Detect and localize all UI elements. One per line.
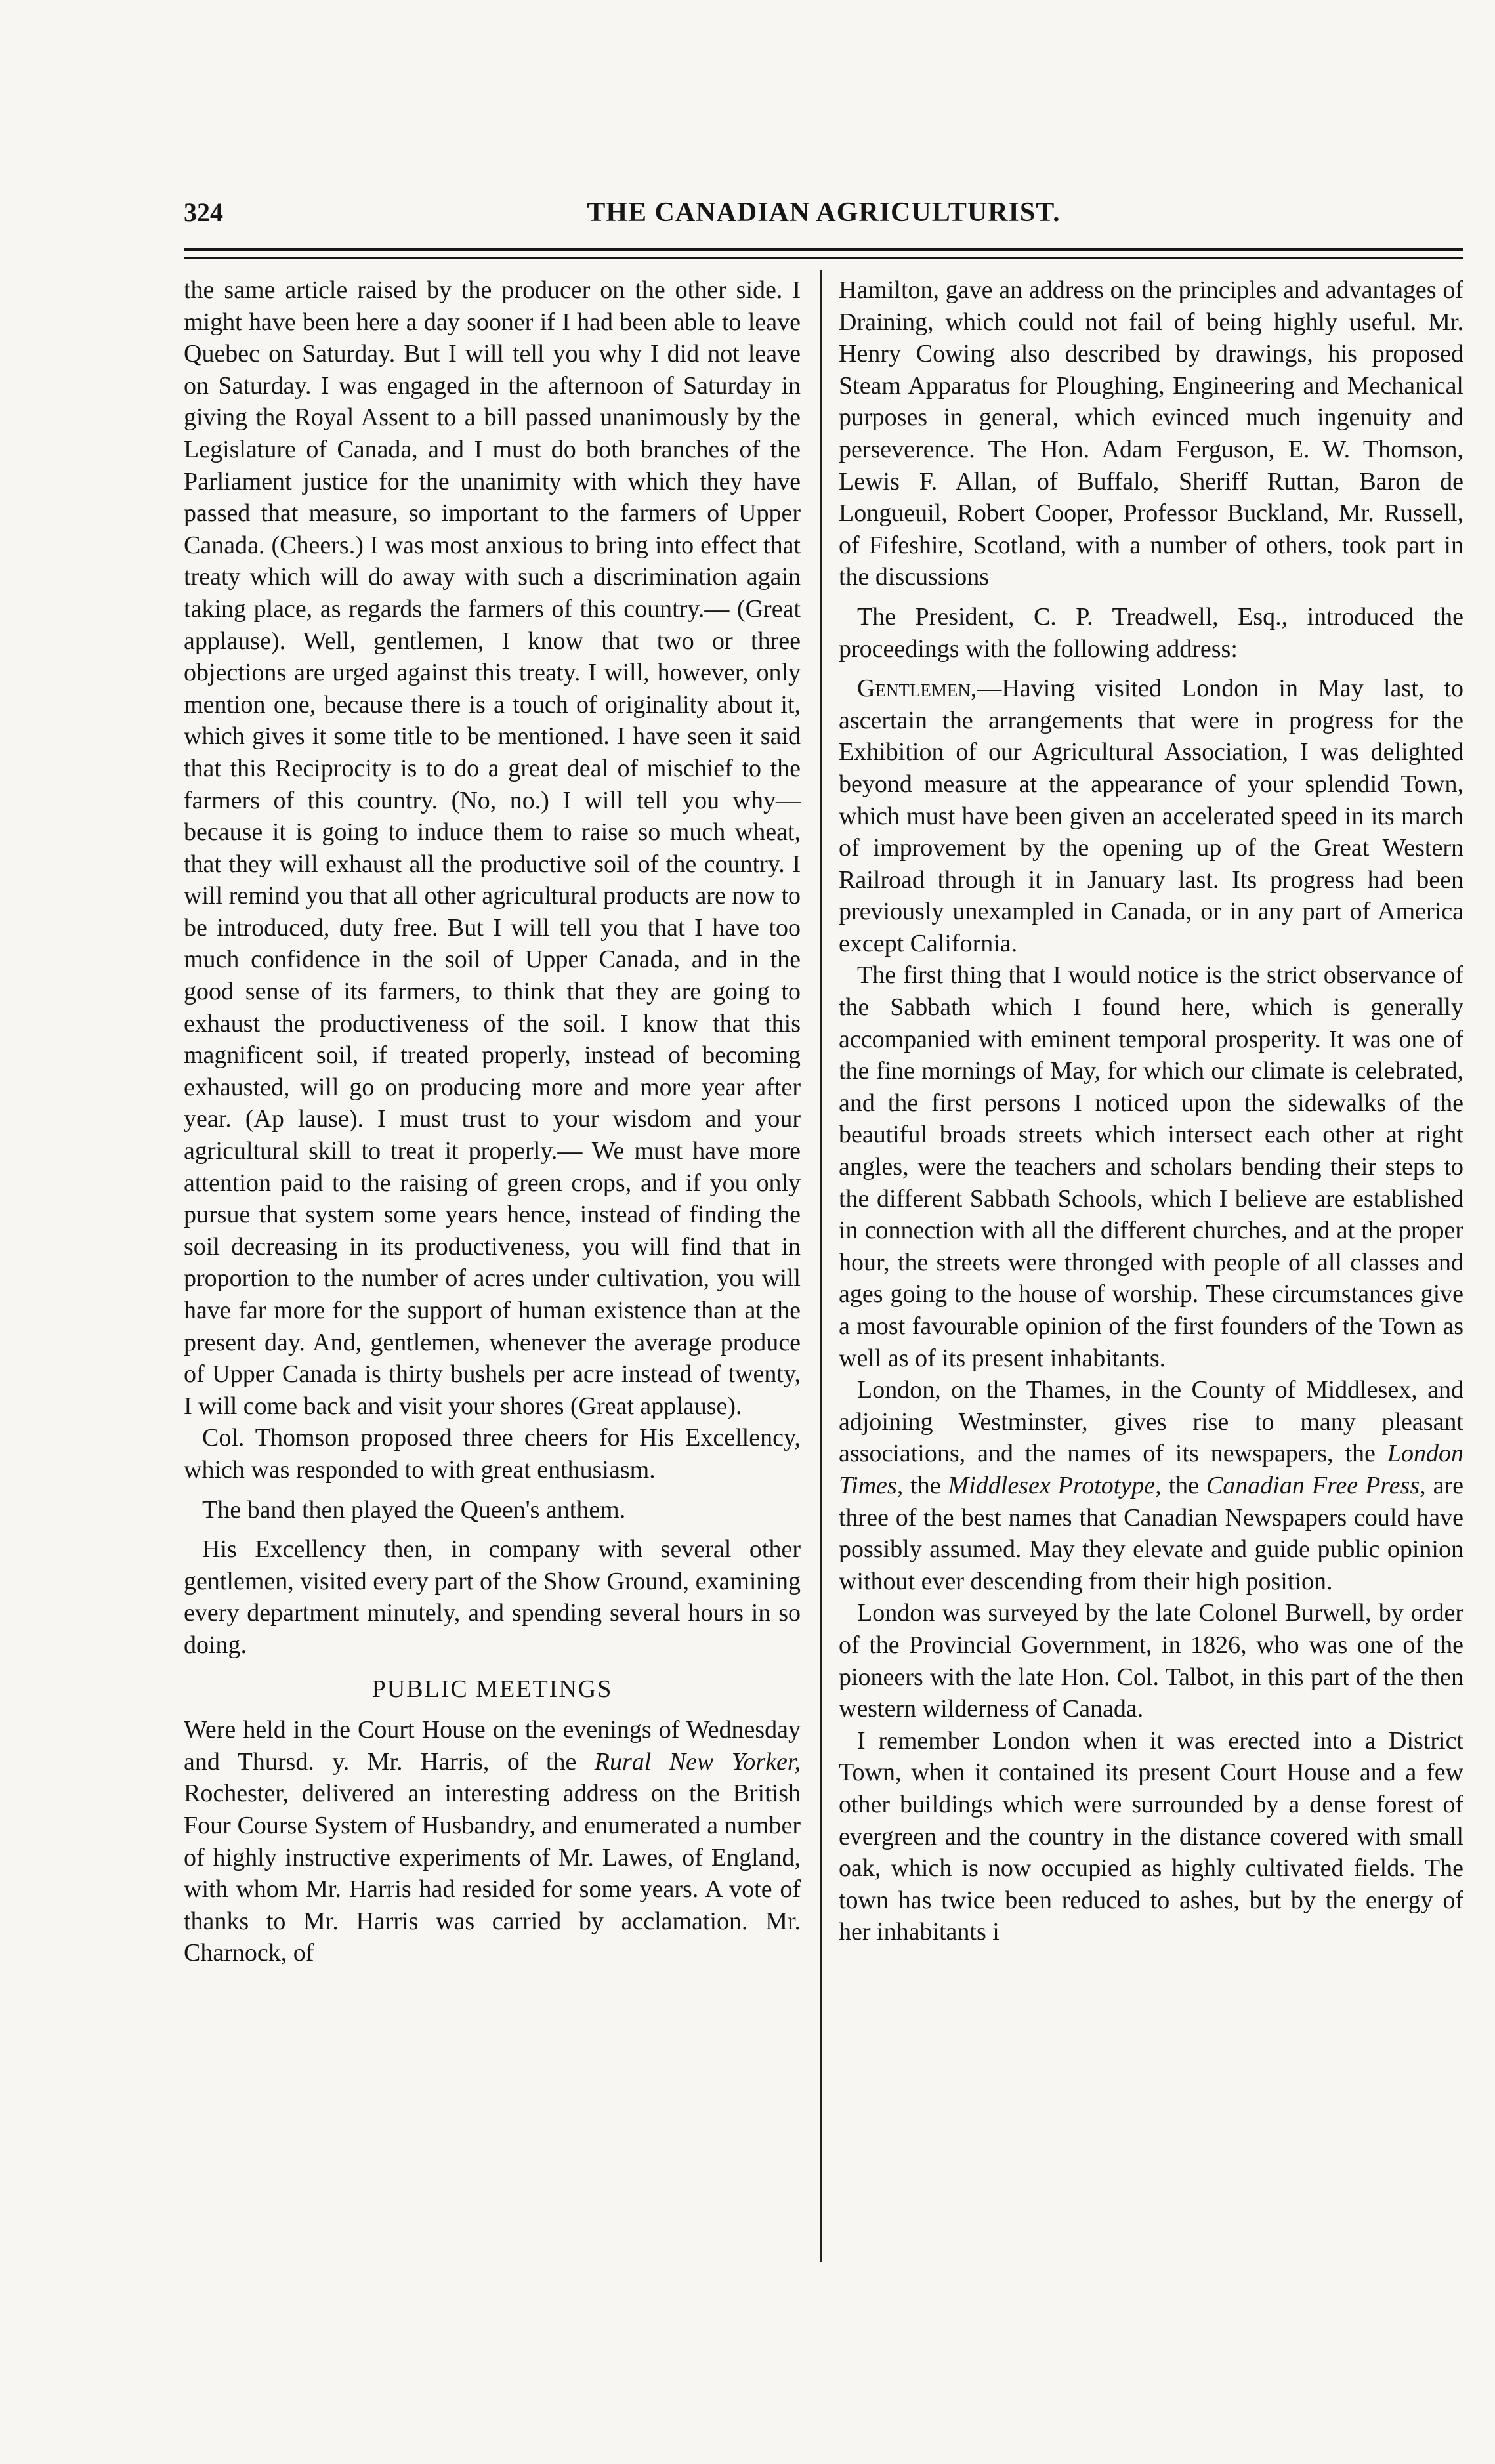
page-number: 324 — [184, 198, 223, 227]
right-column — [839, 274, 1463, 2263]
paragraph: Were held in the Court House on the evenings of Wednesday and Thursd. y. Mr. Harris, of the Rural New Yorker, Rochester, delivered an interesting address on the British Four Course System of Husbandry, and enumerated a number of highly instructive experiments of Mr. Lawes, of England, with whom Mr. Harris had resided for some years. A vote of thanks to Mr. Harris was carried by acclamation. Mr. Charnock, of — [184, 1716, 801, 1967]
paragraph: Gentlemen,—Having visited London in May last, to ascertain the arrangements that were in progress for the Exhibition of our Agricultural Association, I was delighted beyond measure at the appearance of your splendid Town, which must have been given an accelerated speed in its march of improvement by the opening up of the Great Western Railroad through it in January last. Its progress had been previously unexampled in Canada, or in any part of America except California. — [839, 675, 1463, 957]
paragraph: The band then played the Queen's anthem. — [202, 1495, 626, 1524]
paragraph: The first thing that I would notice is the strict observance of the Sabbath which I found here, which is generally accompanied with eminent temporal prosperity. It was one of the fine mornings of May, for which our climate is celebrated, and the first persons I noticed upon the sidewalks of the beautiful broads streets which intersect each other at right angles, were the teachers and scholars bending their steps to the different Sabbath Schools, which I believe are established in connection with all the different churches, and at the proper hour, the streets were thronged with people of all classes and ages going to the house of worship. These circumstances give a most favourable opinion of the first founders of the Town as well as of its present inhabitants. — [839, 961, 1463, 1372]
salutation: Gentlemen, — [857, 675, 977, 703]
section-heading: PUBLIC MEETINGS — [371, 1675, 613, 1703]
paragraph: London was surveyed by the late Colonel Burwell, by order of the Provincial Government, in 1826, who was one of the pioneers with the late Hon. Col. Talbot, in this part of the then western wilderness of Canada. — [839, 1599, 1463, 1723]
running-title: THE CANADIAN AGRICULTURIST. — [587, 198, 1061, 228]
paragraph: The President, C. P. Treadwell, Esq., introduced the proceedings with the following address: — [839, 602, 1463, 663]
header-rule-thin — [184, 257, 1463, 259]
paragraph: Col. Thomson proposed three cheers for His Excellency, which was responded to with great enthusiasm. — [184, 1424, 801, 1484]
paragraph: His Excellency then, in company with several other gentlemen, visited every part of the Show Ground, examining every department minutely, and spending several hours in so doing. — [184, 1535, 801, 1659]
column-divider — [820, 270, 822, 2262]
paragraph: I remember London when it was erected into a District Town, when it contained its present Court House and a few other buildings which were surrounded by a dense forest of evergreen and the country in the distance covered with small oak, which is now occupied as highly cultivated fields. The town has twice been reduced to ashes, but by the energy of her inhabitants i — [839, 1726, 1463, 1946]
header-rule-thick — [184, 248, 1463, 251]
paragraph: Hamilton, gave an address on the principles and advantages of Draining, which could not fail of being highly useful. Mr. Henry Cowing also described by drawings, his proposed Steam Apparatus for Ploughing, Engineering and Mechanical purposes in general, which evinced much ingenuity and perseverence. The Hon. Adam Ferguson, E. W. Thomson, Lewis F. Allan, of Buffalo, Sheriff Ruttan, Baron de Longueuil, Robert Cooper, Professor Buckland, Mr. Russell, of Fifeshire, Scotland, with a number of others, took part in the discussions — [839, 276, 1463, 591]
left-column — [184, 274, 801, 2263]
paragraph: London, on the Thames, in the County of Middlesex, and adjoining Westminster, gives rise to many pleasant associations, and the names of its newspapers, the London Times, the Middlesex Prototype, the Canadian Free Press, are three of the best names that Canadian Newspapers could have possibly assumed. May they elevate and guide public opinion without ever descending from their high position. — [839, 1376, 1463, 1595]
paragraph: the same article raised by the producer on the other side. I might have been here a day sooner if I had been able to leave Quebec on Saturday. But I will tell you why I did not leave on Saturday. I was engaged in the afternoon of Saturday in giving the Royal Assent to a bill passed unanimously by the Legislature of Canada, and I must do both branches of the Parliament justice for the unanimity with which they have passed that measure, so important to the farmers of Upper Canada. (Cheers.) I was most anxious to bring into effect that treaty which will do away with such a discrimination again taking place, as regards the farmers of this country.— (Great applause). Well, gentlemen, I know that two or three objections are urged against this treaty. I will, however, only mention one, because there is a touch of originality about it, which gives it some title to be mentioned. I have seen it said that this Reciprocity is to do a great deal of mischief to the farmers of this country. (No, no.) I will tell you why—because it is going to induce them to raise so much wheat, that they will exhaust all the productive soil of the country. I will remind you that all other agricultural products are now to be introduced, duty free. But I will tell you that I have too much confidence in the soil of Upper Canada, and in the good sense of its farmers, to think that they are going to exhaust the productiveness of the soil. I know that this magnificent soil, if treated properly, instead of becoming exhausted, will go on producing more and more year after year. (Ap lause). I must trust to your wisdom and your agricultural skill to treat it properly.— We must have more attention paid to the raising of green crops, and if you only pursue that system some years hence, instead of finding the soil decreasing in its productiveness, you will find that in proportion to the number of acres under cultivation, you will have far more for the support of human existence than at the present day. And, gentlemen, whenever the average produce of Upper Canada is thirty bushels per acre instead of twenty, I will come back and visit your shores (Great applause). — [184, 276, 801, 1420]
page-header — [184, 197, 1463, 249]
